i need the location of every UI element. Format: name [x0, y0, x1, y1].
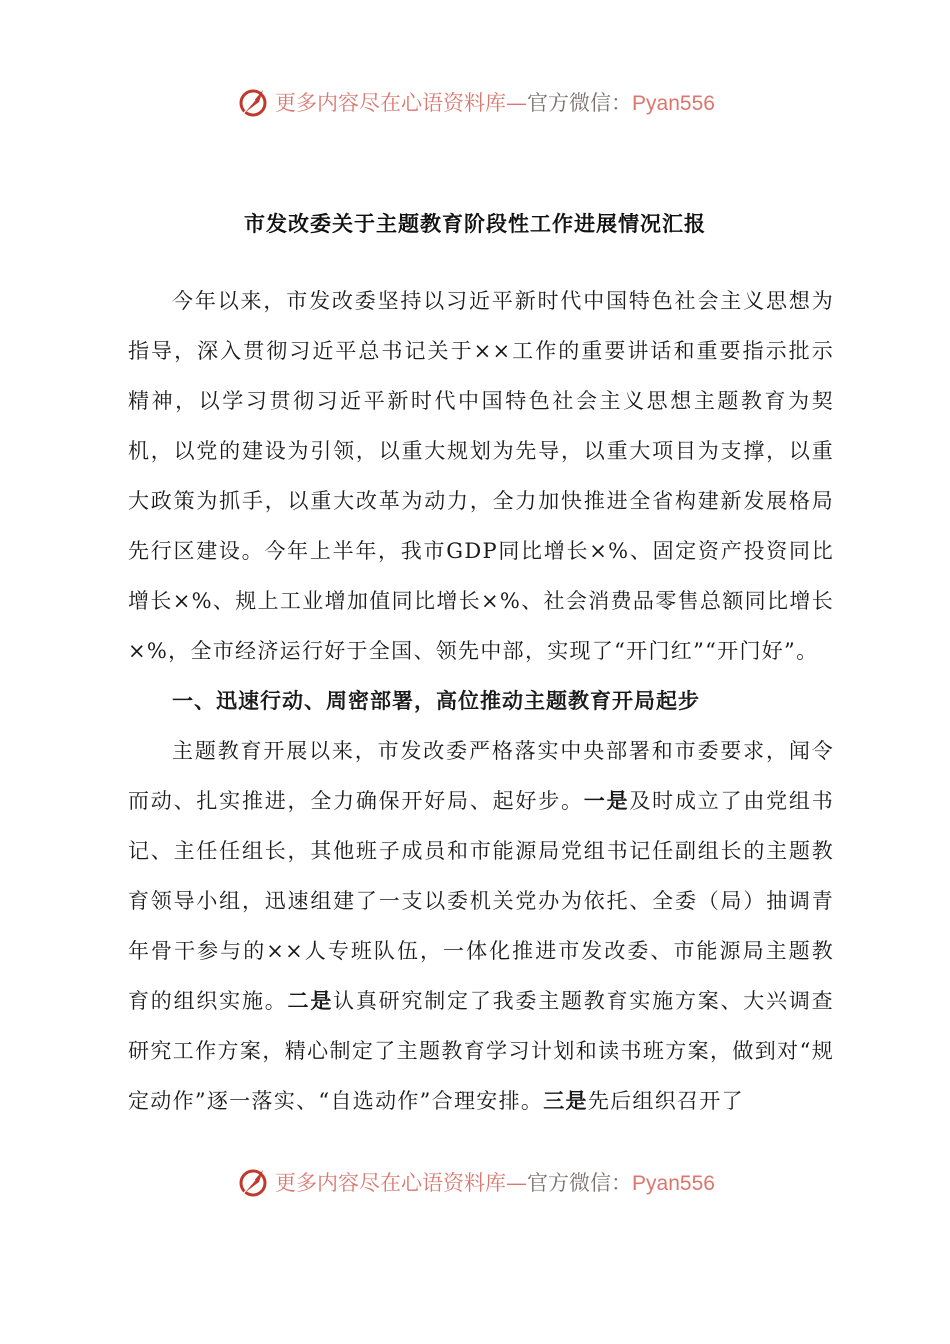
- section1-paragraph: [128, 726, 834, 1126]
- document-title: 市发改委关于主题教育阶段性工作进展情况汇报: [244, 212, 706, 236]
- watermark-banner-bottom: [0, 1162, 950, 1202]
- document-body: [128, 276, 834, 1126]
- watermark-text: 更多内容尽在心语资料库—: [275, 91, 528, 115]
- feather-pen-logo-icon: [235, 84, 271, 120]
- point-text-first: 及时成立了由党组书记、主任任组长，其他班子成员和市能源局党组书记任副组长的主题教育领导小组，迅速组建了一支以委机关党办为依托、全委（局）抽调青年骨干参与的××人专班队伍，一体化推进市发改委、市能源局主题教育的组织实施。: [128, 789, 835, 1013]
- point-text-third: 先后组织召开了: [587, 1089, 744, 1113]
- watermark-text: 更多内容尽在心语资料库—: [275, 1171, 528, 1195]
- watermark-wechat-label: 官方微信：: [527, 1171, 633, 1195]
- feather-pen-logo-icon: [235, 1164, 271, 1200]
- point-label-third: 三是: [543, 1089, 588, 1113]
- watermark-banner-top: [0, 82, 950, 122]
- section1-lead-text: 主题教育开展以来，市发改委严格落实中央部署和市委要求，闻令而动、扎实推进，全力确保开好局、起好步。: [128, 739, 834, 813]
- watermark-wechat-label: 官方微信：: [527, 91, 633, 115]
- watermark-wechat-id: Pyan556: [632, 92, 715, 115]
- point-label-second: 二是: [287, 989, 334, 1013]
- intro-paragraph: 今年以来，市发改委坚持以习近平新时代中国特色社会主义思想为指导，深入贯彻习近平总书记关于××工作的重要讲话和重要指示批示精神，以学习贯彻习近平新时代中国特色社会主义思想主题教育为契机，以党的建设为引领，以重大规划为先导，以重大项目为支撑，以重大政策为抓手，以重大改革为动力，全力加快推进全省构建新发展格局先行区建设。今年上半年，我市GDP同比增长×%、固定资产投资同比增长×%、规上工业增加值同比增长×%、社会消费品零售总额同比增长×%，全市经济运行好于全国、领先中部，实现了“开门红”“开门好”。: [128, 289, 834, 663]
- point-text-second: 认真研究制定了我委主题教育实施方案、大兴调查研究工作方案，精心制定了主题教育学习计划和读书班方案，做到对“规定动作”逐一落实、“自选动作”合理安排。: [128, 989, 834, 1113]
- point-label-first: 一是: [583, 789, 630, 813]
- section-heading-1: 一、迅速行动、周密部署，高位推动主题教育开局起步: [172, 689, 700, 713]
- watermark-wechat-id: Pyan556: [632, 1172, 715, 1195]
